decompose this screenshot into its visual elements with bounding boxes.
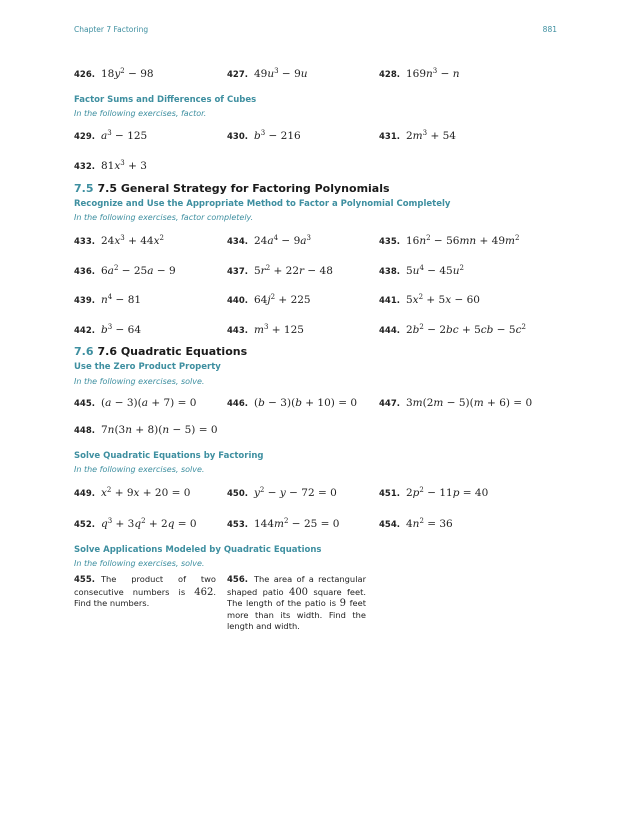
math-text: 64 xyxy=(253,294,268,306)
math-variable: u xyxy=(300,68,308,80)
math-text: − 3)( xyxy=(264,397,296,409)
math-expression xyxy=(406,397,532,409)
exercise-number: 447. xyxy=(379,399,400,409)
math-text: 2 xyxy=(405,130,413,142)
math-variable: a xyxy=(141,397,148,409)
math-variable: b xyxy=(412,324,420,336)
math-variable: n xyxy=(162,424,170,436)
subsection-heading: Solve Quadratic Equations by Factoring xyxy=(74,451,264,461)
exercise-item xyxy=(379,512,453,531)
math-exponent: 2 xyxy=(419,323,424,331)
math-text: − 25 = 0 xyxy=(288,518,340,530)
math-variable: m xyxy=(412,397,423,409)
math-variable: q xyxy=(100,518,108,530)
math-text: − 5 xyxy=(493,324,516,336)
math-text: + 9 xyxy=(111,487,134,499)
math-text: − 56 xyxy=(430,235,460,247)
math-variable: n xyxy=(125,424,132,436)
exercise-number: 454. xyxy=(379,520,400,530)
exercise-number: 444. xyxy=(379,326,400,336)
exercise-item xyxy=(227,229,311,248)
math-variable: u xyxy=(267,68,275,80)
exercise-row xyxy=(74,481,557,499)
math-exponent: 2 xyxy=(259,486,265,494)
math-text: − xyxy=(437,68,453,80)
exercise-number: 428. xyxy=(379,70,400,80)
exercise-row xyxy=(74,288,557,306)
math-exponent: 3 xyxy=(432,67,438,75)
exercise-item xyxy=(379,481,488,500)
instructions: In the following exercises, solve. xyxy=(74,377,205,386)
math-text: + 10) = 0 xyxy=(301,397,358,409)
math-exponent: 3 xyxy=(274,67,279,75)
math-exponent: 4 xyxy=(419,264,424,272)
math-variable: m xyxy=(412,130,423,142)
math-text: 2 xyxy=(405,487,413,499)
exercise-item xyxy=(74,391,196,410)
math-text: 3 xyxy=(405,397,413,409)
exercise-item xyxy=(379,288,480,307)
math-variable: p xyxy=(452,487,460,499)
math-text: + 225 xyxy=(275,294,311,306)
math-variable: x xyxy=(153,235,160,247)
math-text: + 3 xyxy=(124,160,147,172)
math-expression xyxy=(101,294,141,306)
math-exponent: 2 xyxy=(514,234,520,242)
page-number: 881 xyxy=(542,25,557,34)
exercise-row xyxy=(74,512,557,530)
math-text: 4 xyxy=(405,518,413,530)
exercise-number: 426. xyxy=(74,70,95,80)
math-variable: m xyxy=(433,397,444,409)
math-text: − 11 xyxy=(423,487,453,499)
exercise-row xyxy=(74,318,557,336)
section-heading xyxy=(74,182,390,195)
instructions: In the following exercises, solve. xyxy=(74,465,205,474)
math-text: 7 xyxy=(100,424,108,436)
section-title: 7.6 Quadratic Equations xyxy=(97,345,248,358)
math-text: − 9 xyxy=(153,265,176,277)
math-expression xyxy=(406,324,526,336)
exercise-item xyxy=(227,259,333,278)
exercise-number: 432. xyxy=(74,162,95,172)
math-exponent: 2 xyxy=(284,517,289,525)
math-variable: mn xyxy=(459,235,477,247)
math-variable: u xyxy=(412,265,420,277)
math-text: = 40 xyxy=(459,487,489,499)
math-exponent: 2 xyxy=(270,293,276,301)
math-expression xyxy=(406,518,453,530)
math-text: + 54 xyxy=(427,130,456,142)
math-expression xyxy=(254,324,304,336)
math-expression xyxy=(101,68,154,80)
exercise-number: 431. xyxy=(379,132,400,142)
math-variable: a xyxy=(100,130,108,142)
math-text: + 6) = 0 xyxy=(483,397,533,409)
math-exponent: 3 xyxy=(107,323,113,331)
math-expression xyxy=(254,294,311,306)
math-expression xyxy=(406,487,488,499)
math-exponent: 3 xyxy=(120,234,125,242)
exercise-item xyxy=(227,288,311,307)
exercise-number: 445. xyxy=(74,399,95,409)
math-exponent: 2 xyxy=(426,234,431,242)
math-variable: n xyxy=(452,68,460,80)
math-exponent: 2 xyxy=(418,293,424,301)
math-expression xyxy=(254,487,337,499)
subsection-heading: Recognize and Use the Appropriate Method to Factor a Polynomial Completely xyxy=(74,199,451,209)
math-expression xyxy=(254,130,301,142)
exercise-number: 427. xyxy=(227,70,248,80)
math-exponent: 3 xyxy=(260,129,266,137)
math-variable: n xyxy=(419,235,427,247)
problem-value: 462 xyxy=(194,586,214,598)
math-variable: r xyxy=(299,265,305,277)
exercise-number: 441. xyxy=(379,296,400,306)
math-variable: b xyxy=(295,397,302,409)
exercise-item xyxy=(379,391,532,410)
math-text: 2 xyxy=(405,324,413,336)
math-exponent: 2 xyxy=(106,486,112,494)
math-text: 144 xyxy=(253,518,275,530)
math-text: − 25 xyxy=(118,265,148,277)
problem-text: feet more than its width. Find the length and width. xyxy=(227,598,366,632)
math-variable: n xyxy=(412,518,420,530)
math-text: − 98 xyxy=(124,68,154,80)
exercise-row xyxy=(74,259,557,277)
math-text: + 5 xyxy=(458,324,481,336)
math-text: − 2 xyxy=(423,324,447,336)
math-variable: n xyxy=(100,294,108,306)
math-text: − 60 xyxy=(451,294,480,306)
math-expression xyxy=(254,68,308,80)
math-variable: p xyxy=(412,487,420,499)
math-variable: a xyxy=(107,265,114,277)
math-exponent: 2 xyxy=(419,517,424,525)
math-exponent: 3 xyxy=(107,517,113,525)
math-variable: y xyxy=(253,487,260,499)
math-exponent: 3 xyxy=(306,234,311,242)
math-text: (2 xyxy=(422,397,434,409)
exercise-number: 453. xyxy=(227,520,248,530)
exercise-item xyxy=(227,124,301,143)
math-text: − 9 xyxy=(278,235,301,247)
exercise-row xyxy=(74,62,557,80)
math-text: (3 xyxy=(114,424,126,436)
exercise-number: 450. xyxy=(227,489,248,499)
problem-text: The area of a rectangular shaped patio xyxy=(227,574,366,597)
math-exponent: 2 xyxy=(113,264,119,272)
math-exponent: 2 xyxy=(521,323,526,331)
instructions: In the following exercises, solve. xyxy=(74,559,205,568)
exercise-item xyxy=(74,481,190,500)
math-text: + 8)( xyxy=(131,424,163,436)
math-exponent: 4 xyxy=(273,234,279,242)
math-variable: j xyxy=(267,294,271,306)
math-text: + 3 xyxy=(112,518,135,530)
math-variable: x xyxy=(133,487,140,499)
math-exponent: 2 xyxy=(419,486,424,494)
exercise-item xyxy=(379,124,456,143)
math-variable: b xyxy=(100,324,108,336)
math-expression xyxy=(101,160,147,172)
exercise-number: 429. xyxy=(74,132,95,142)
math-exponent: 3 xyxy=(263,323,269,331)
exercise-item xyxy=(379,62,460,81)
exercise-item xyxy=(74,154,147,173)
math-variable: r xyxy=(260,265,266,277)
math-text: − 125 xyxy=(111,130,148,142)
math-text: − 9 xyxy=(278,68,301,80)
math-expression xyxy=(254,235,311,247)
exercise-number: 452. xyxy=(74,520,95,530)
math-exponent: 2 xyxy=(141,517,146,525)
math-expression xyxy=(101,487,190,499)
exercise-number: 440. xyxy=(227,296,248,306)
math-text: + 20 = 0 xyxy=(139,487,191,499)
exercise-row xyxy=(74,229,557,247)
section-title: 7.5 General Strategy for Factoring Polynomials xyxy=(97,182,390,195)
math-text: − 64 xyxy=(112,324,142,336)
math-expression xyxy=(101,324,141,336)
exercise-number: 446. xyxy=(227,399,248,409)
math-text: − 5)( xyxy=(443,397,474,409)
math-variable: u xyxy=(452,265,460,277)
math-expression xyxy=(254,265,333,277)
math-expression xyxy=(101,424,218,436)
math-exponent: 3 xyxy=(120,159,125,167)
math-text: − 216 xyxy=(265,130,301,142)
exercise-item xyxy=(74,259,176,278)
problem-value: 400 xyxy=(288,586,309,598)
math-exponent: 4 xyxy=(107,293,113,301)
exercise-number: 451. xyxy=(379,489,400,499)
math-variable: m xyxy=(473,397,484,409)
math-expression xyxy=(101,265,176,277)
math-exponent: 2 xyxy=(265,264,271,272)
math-text: 24 xyxy=(100,235,115,247)
math-text: − 5) = 0 xyxy=(169,424,218,436)
math-variable: m xyxy=(274,518,284,530)
problem-text: The product of two consecutive numbers is xyxy=(74,574,216,597)
exercise-item xyxy=(227,62,308,81)
math-variable: c xyxy=(515,324,522,336)
exercise-number: 436. xyxy=(74,267,95,277)
chapter-title: Chapter 7 Factoring xyxy=(74,25,149,34)
exercise-number: 449. xyxy=(74,489,95,499)
math-variable: m xyxy=(253,324,264,336)
section-heading xyxy=(74,345,247,358)
math-variable: q xyxy=(167,518,175,530)
math-text: − 81 xyxy=(112,294,142,306)
exercise-item xyxy=(227,512,339,531)
exercise-item xyxy=(227,481,337,500)
math-expression xyxy=(101,130,147,142)
math-text: = 36 xyxy=(423,518,453,530)
math-text: = 0 xyxy=(174,518,197,530)
math-variable: n xyxy=(107,424,115,436)
math-variable: x xyxy=(100,487,107,499)
math-text: 16 xyxy=(405,235,420,247)
exercise-item xyxy=(74,512,197,531)
exercise-item xyxy=(74,62,154,81)
math-expression xyxy=(406,294,480,306)
math-text: + 49 xyxy=(476,235,506,247)
exercise-number: 434. xyxy=(227,237,248,247)
exercise-row xyxy=(74,124,557,142)
exercise-number: 439. xyxy=(74,296,95,306)
math-exponent: 2 xyxy=(159,234,164,242)
math-variable: b xyxy=(258,397,265,409)
exercise-number: 437. xyxy=(227,267,248,277)
math-expression xyxy=(254,518,339,530)
math-variable: m xyxy=(505,235,515,247)
math-text: − 3)( xyxy=(111,397,142,409)
math-text: 81 xyxy=(100,160,115,172)
math-variable: b xyxy=(253,130,261,142)
math-text: + 5 xyxy=(423,294,446,306)
math-text: + 2 xyxy=(145,518,168,530)
math-text: ( xyxy=(100,397,106,409)
exercise-row xyxy=(74,391,557,409)
section-number: 7.5 xyxy=(74,182,94,195)
exercise-item xyxy=(379,318,526,337)
math-exponent: 2 xyxy=(459,264,464,272)
math-expression xyxy=(406,68,460,80)
exercise-number: 443. xyxy=(227,326,248,336)
section-number: 7.6 xyxy=(74,345,94,358)
exercise-row xyxy=(74,418,557,436)
exercise-number: 430. xyxy=(227,132,248,142)
math-variable: a xyxy=(105,397,112,409)
instructions: In the following exercises, factor completely. xyxy=(74,213,254,222)
exercise-number: 448. xyxy=(74,426,95,436)
math-variable: y xyxy=(279,487,286,499)
exercise-number: 455. xyxy=(74,575,95,585)
math-variable: n xyxy=(426,68,433,80)
instructions: In the following exercises, factor. xyxy=(74,109,207,118)
exercise-item xyxy=(379,229,519,248)
math-text: + 44 xyxy=(124,235,154,247)
subsection-heading: Use the Zero Product Property xyxy=(74,362,221,372)
math-expression xyxy=(101,518,197,530)
exercise-number: 442. xyxy=(74,326,95,336)
problem-value: 9 xyxy=(339,598,347,610)
exercise-item xyxy=(74,124,147,143)
exercise-item xyxy=(74,229,164,248)
math-text: − 45 xyxy=(423,265,453,277)
exercise-number: 433. xyxy=(74,237,95,247)
math-exponent: 2 xyxy=(120,67,125,75)
exercise-number: 435. xyxy=(379,237,400,247)
exercise-row xyxy=(74,154,557,172)
math-variable: cb xyxy=(480,324,494,336)
math-text: 49 xyxy=(253,68,268,80)
exercise-item xyxy=(379,259,464,278)
subsection-heading: Solve Applications Modeled by Quadratic Equations xyxy=(74,545,322,555)
exercise-item xyxy=(227,391,357,410)
subsection-heading: Factor Sums and Differences of Cubes xyxy=(74,95,257,105)
math-text: 169 xyxy=(405,68,427,80)
math-variable: x xyxy=(114,235,121,247)
page-header xyxy=(74,25,557,37)
math-variable: a xyxy=(267,235,274,247)
math-expression xyxy=(406,235,519,247)
math-text: 5 xyxy=(253,265,261,277)
math-text: 18 xyxy=(100,68,115,80)
math-exponent: 3 xyxy=(422,129,428,137)
exercise-item xyxy=(227,318,304,337)
exercise-number: 438. xyxy=(379,267,400,277)
word-problem-455 xyxy=(74,574,216,610)
math-expression xyxy=(101,235,164,247)
exercise-item xyxy=(74,318,141,337)
math-variable: q xyxy=(134,518,142,530)
math-text: + 22 xyxy=(270,265,300,277)
math-variable: a xyxy=(300,235,307,247)
math-expression xyxy=(101,397,196,409)
math-text: − 48 xyxy=(304,265,333,277)
math-text: 5 xyxy=(405,294,413,306)
math-text: 6 xyxy=(100,265,108,277)
math-variable: x xyxy=(412,294,419,306)
exercise-item xyxy=(74,418,218,437)
math-text: + 125 xyxy=(268,324,304,336)
problem-text: square feet. The length of the patio is xyxy=(227,586,366,609)
problem-text: . Find the numbers. xyxy=(74,586,216,609)
math-expression xyxy=(406,265,464,277)
math-variable: x xyxy=(445,294,452,306)
exercise-number: 456. xyxy=(227,575,248,585)
math-variable: bc xyxy=(446,324,459,336)
math-text: 5 xyxy=(405,265,413,277)
word-problem-456 xyxy=(227,574,366,633)
math-text: 24 xyxy=(253,235,268,247)
math-expression xyxy=(406,130,456,142)
math-variable: x xyxy=(114,160,121,172)
math-expression xyxy=(254,397,357,409)
math-text: ( xyxy=(253,397,259,409)
math-text: + 7) = 0 xyxy=(147,397,197,409)
exercise-item xyxy=(74,288,141,307)
math-exponent: 3 xyxy=(107,129,112,137)
math-text: − xyxy=(264,487,280,499)
math-text: − 72 = 0 xyxy=(285,487,337,499)
math-variable: y xyxy=(114,68,121,80)
math-variable: a xyxy=(147,265,154,277)
